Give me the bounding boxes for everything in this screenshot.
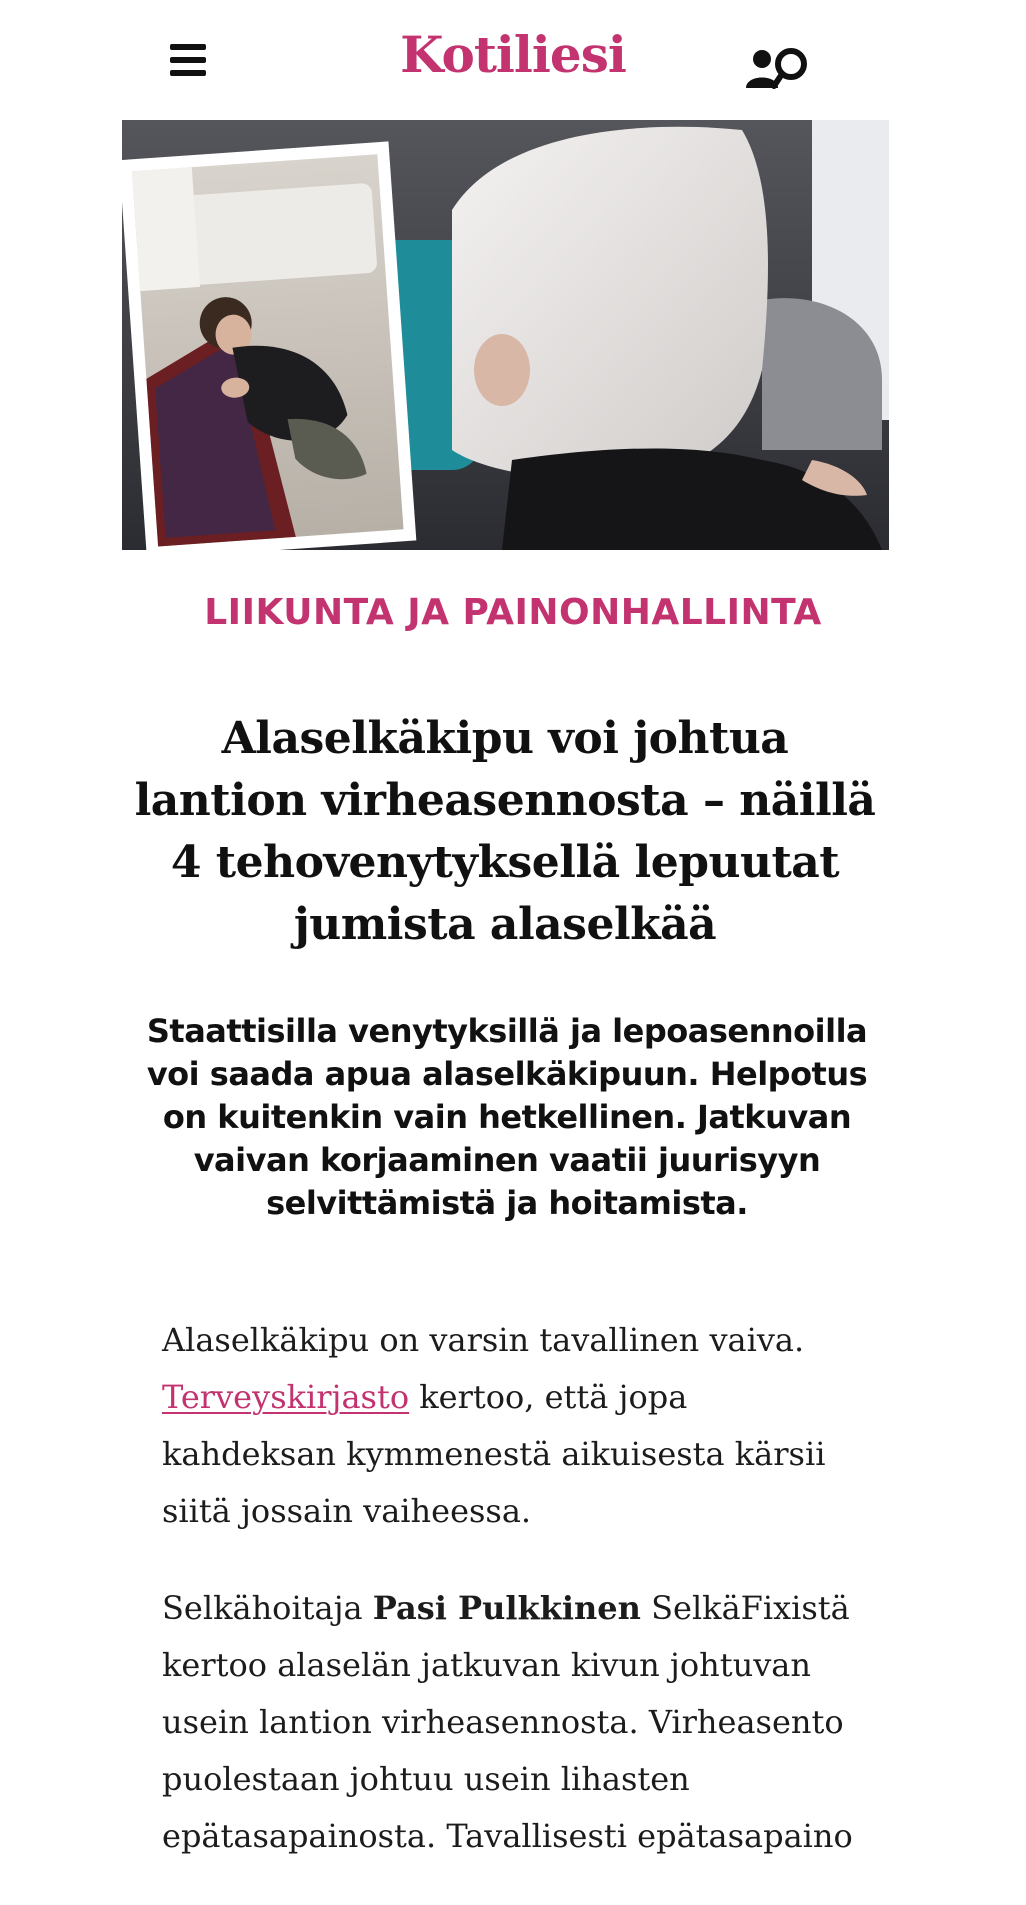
paragraph-1-text-after: kertoo, että jopa kahdeksan kymmenestä aikuisesta kärsii siitä jossain vaiheessa.	[162, 1378, 826, 1530]
article-body	[162, 1312, 862, 1905]
article-paragraph-2	[162, 1580, 862, 1865]
hero-photo	[122, 120, 889, 550]
hero-image	[122, 120, 889, 550]
article-title: Alaselkäkipu voi johtua lantion virheasennosta – näillä 4 tehovenytyksellä lepuutat jumista alaselkää	[134, 713, 876, 950]
terveyskirjasto-link[interactable]: Terveyskirjasto	[162, 1378, 410, 1416]
article-paragraph-1	[162, 1312, 862, 1540]
paragraph-1-text-before: Alaselkäkipu on varsin tavallinen vaiva.	[162, 1321, 805, 1359]
site-logo-text: Kotiliesi	[400, 25, 626, 84]
article-category[interactable]: LIIKUNTA JA PAINONHALLINTA	[204, 592, 822, 633]
site-header	[0, 0, 1026, 120]
paragraph-2-text-after: SelkäFixistä kertoo alaselän jatkuvan kivun johtuvan usein lantion virheasennosta. Virheasento puolestaan johtuu usein lihasten epätasapainosta. Tavallisesti epätasapaino	[162, 1589, 853, 1855]
article-lead: Staattisilla venytyksillä ja lepoasennoilla voi saada apua alaselkäkipuun. Helpotus on kuitenkin vain hetkellinen. Jatkuvan vaivan korjaaminen vaatii juurisyyn selvittämistä ja hoitamista.	[146, 1012, 868, 1222]
expert-name: Pasi Pulkkinen	[372, 1589, 641, 1627]
user-search-icon[interactable]	[744, 44, 814, 92]
paragraph-2-text-before: Selkähoitaja	[162, 1589, 373, 1627]
site-logo[interactable]	[0, 25, 1026, 84]
